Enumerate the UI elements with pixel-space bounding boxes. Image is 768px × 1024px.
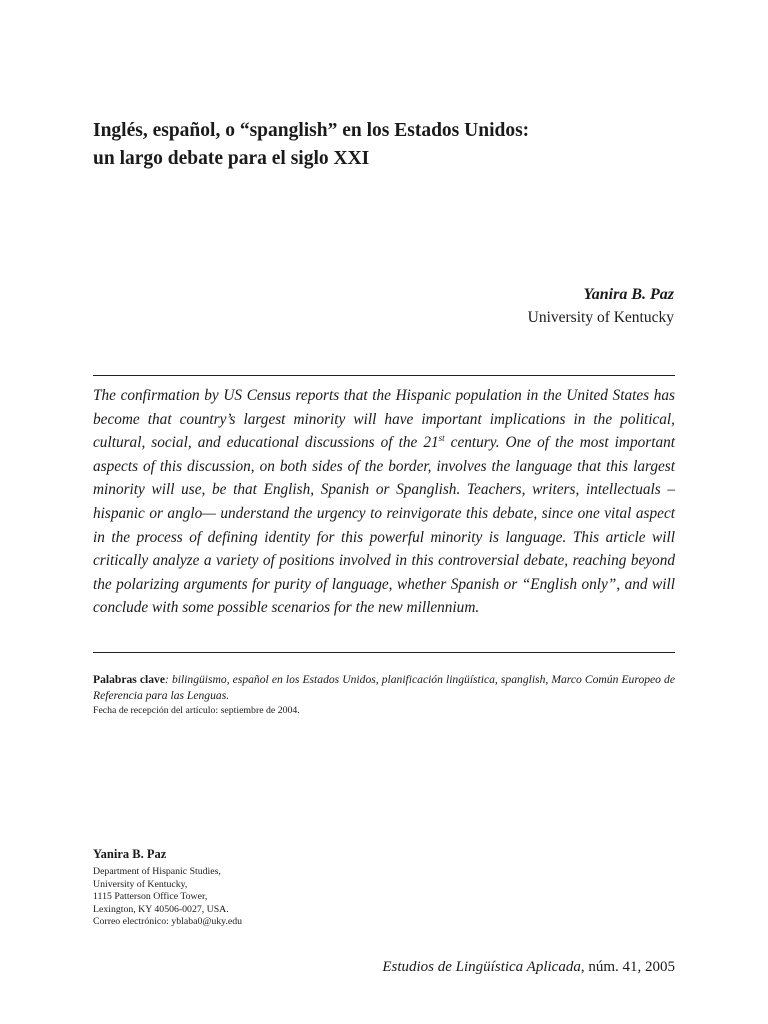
correspondence-address — [93, 866, 242, 929]
author-name: Yanira B. Paz — [583, 286, 674, 303]
correspondence-block — [93, 846, 242, 929]
journal-citation — [382, 957, 675, 977]
address-line: Department of Hispanic Studies, — [93, 866, 221, 877]
received-date: Fecha de recepción del artículo: septiembre de 2004. — [93, 705, 300, 716]
abstract — [93, 384, 675, 620]
journal-name: Estudios de Lingüística Aplicada — [382, 959, 581, 975]
keywords — [93, 672, 675, 704]
address-line: 1115 Patterson Office Tower, — [93, 891, 208, 903]
email-line: Correo electrónico: yblaba0@uky.edu — [93, 916, 243, 928]
address-line: University of Kentucky, — [93, 878, 188, 890]
author-affiliation: University of Kentucky — [527, 309, 674, 326]
keywords-text: : bilingüismo, español en los Estados Unidos, planificación lingüística, spanglish, Marco Común Europeo de Referencia para las Lenguas. — [93, 673, 675, 702]
author-block — [528, 285, 674, 328]
keywords-label: Palabras clave — [93, 673, 165, 686]
journal-issue: , núm. 41, 2005 — [580, 959, 675, 975]
address-line: Lexington, KY 40506-0027, USA. — [93, 903, 229, 915]
abstract-text-part-1: The confirmation by US Census reports that the Hispanic population in the United States has become that country’s largest minority will have important implications in the political, cultural, social, and educational discussions of the 21 — [93, 387, 675, 452]
abstract-bottom-rule — [93, 652, 675, 653]
article-title-line-1: Inglés, español, o “spanglish” en los Estados Unidos: — [93, 120, 530, 141]
ordinal-superscript: st — [438, 433, 445, 444]
article-title — [93, 117, 693, 173]
abstract-text-part-2: century. One of the most important aspects of this discussion, on both sides of the border, involves the language that this largest minority will use, be that English, Spanish or Spanglish. Teachers, writers, intellectuals –hispanic or anglo— understand the urgency to reinvigorate this debate, since one vital aspect in the process of defining identity for this powerful minority is language. This article will critically analyze a variety of positions involved in this controversial debate, reaching beyond the polarizing arguments for purity of language, whether Spanish or “English only”, and will conclude with some possible scenarios for the new millennium. — [93, 434, 676, 617]
abstract-top-rule — [93, 375, 675, 376]
correspondence-name: Yanira B. Paz — [93, 847, 167, 861]
article-title-line-2: un largo debate para el siglo XXI — [93, 148, 370, 169]
